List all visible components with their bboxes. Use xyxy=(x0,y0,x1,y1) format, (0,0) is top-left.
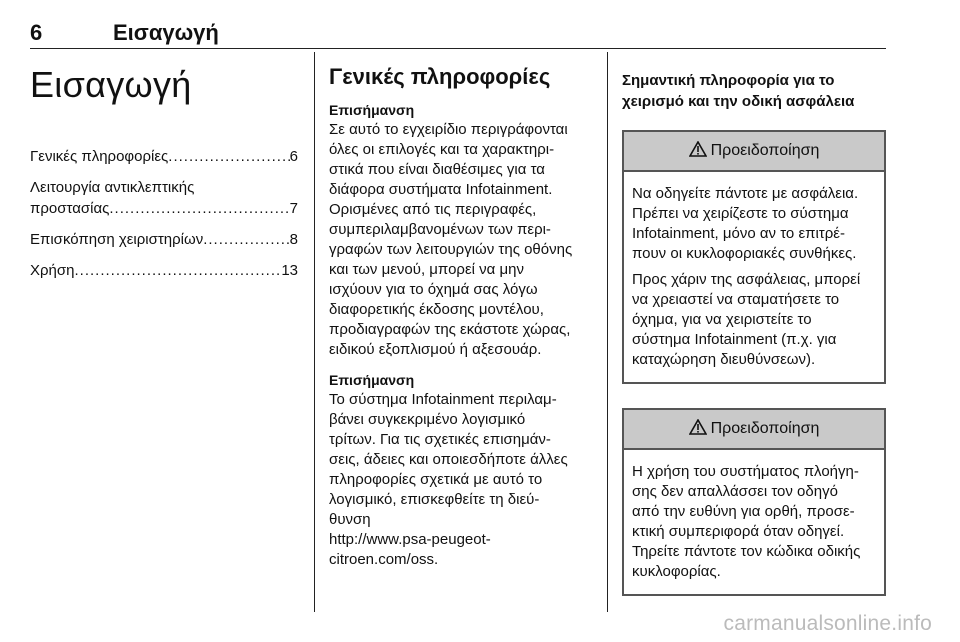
text-line: στικά που είναι διαθέσιμες για τα xyxy=(329,161,545,178)
text-line: λογισμικό, επισκεφθείτε τη διεύ- xyxy=(329,491,540,508)
text-line: γραφών των λειτουργιών της οθόνης xyxy=(329,241,573,258)
text-line: Σε αυτό το εγχειρίδιο περιγράφονται xyxy=(329,121,568,138)
text-line: σης δεν απαλλάσσει τον οδηγό xyxy=(632,483,838,500)
toc-page-number: 13 xyxy=(281,262,298,279)
text-line: Να οδηγείτε πάντοτε με ασφάλεια. xyxy=(632,185,859,202)
warning-triangle-icon xyxy=(689,419,707,440)
text-line: καταχώρηση διευθύνσεων). xyxy=(632,351,816,368)
text-line: Το σύστημα Infotainment περιλαμ- xyxy=(329,391,557,408)
text-line: τρίτων. Για τις σχετικές επισημάν- xyxy=(329,431,551,448)
toc-leader-dots xyxy=(74,260,281,281)
warning-text xyxy=(624,172,884,382)
text-line: όλες οι επιλογές και τα χαρακτηρι- xyxy=(329,141,555,158)
text-line: Ορισμένες από τις περιγραφές, xyxy=(329,201,537,218)
toc-entry[interactable] xyxy=(30,229,298,250)
note-block xyxy=(329,370,591,570)
toc-leader-dots xyxy=(109,198,289,219)
note-text xyxy=(329,390,591,570)
toc-entry-label: Λειτουργία αντικλεπτικής xyxy=(30,179,195,196)
toc-page-number: 7 xyxy=(289,200,298,217)
section-title-safety xyxy=(622,70,886,112)
text-line: να χρειαστεί να σταματήσετε το xyxy=(632,291,840,308)
text-line: Η χρήση του συστήματος πλοήγη- xyxy=(632,463,859,480)
column-divider-2 xyxy=(607,52,608,612)
text-line: ισχύουν για το όχημά σας λόγω xyxy=(329,281,538,298)
text-line: θυνση xyxy=(329,511,371,528)
safety-column xyxy=(622,58,886,620)
chapter-title: Εισαγωγή xyxy=(30,64,192,105)
text-line: βάνει συγκεκριμένο λογισμικό xyxy=(329,411,526,428)
toc-entry-label: Χρήση xyxy=(30,262,75,279)
note-label: Επισήμανση xyxy=(329,102,415,118)
toc-leader-dots xyxy=(203,229,289,250)
note-label: Επισήμανση xyxy=(329,372,415,388)
text-line: ειδικού εξοπλισμού ή αξεσουάρ. xyxy=(329,341,542,358)
watermark: carmanualsonline.info xyxy=(723,612,932,635)
toc-entry[interactable] xyxy=(30,177,298,219)
toc-entry-label: Γενικές πληροφορίες xyxy=(30,148,169,165)
text-line: Πρέπει να χειρίζεστε το σύστημα xyxy=(632,205,849,222)
title-line: Σημαντική πληροφορία για το xyxy=(622,72,835,89)
table-of-contents xyxy=(30,146,298,281)
text-line: από την ευθύνη για ορθή, προσε- xyxy=(632,503,855,520)
warning-header xyxy=(624,410,884,450)
warning-title: Προειδοποίηση xyxy=(710,142,820,159)
toc-page-number: 8 xyxy=(289,231,298,248)
text-line: προδιαγραφών της εκάστοτε χώρας, xyxy=(329,321,571,338)
warning-paragraph xyxy=(632,184,876,264)
warning-paragraph xyxy=(632,270,876,370)
text-line: κυκλοφορίας. xyxy=(632,563,721,580)
text-line: και των μενού, μπορεί να μην xyxy=(329,261,524,278)
text-line: Προς χάριν της ασφάλειας, μπορεί xyxy=(632,271,861,288)
warning-box xyxy=(622,130,886,384)
header-rule xyxy=(30,48,886,49)
warning-paragraph xyxy=(632,462,876,582)
toc-entry[interactable] xyxy=(30,260,298,281)
text-line: Τηρείτε πάντοτε τον κώδικα οδικής xyxy=(632,543,861,560)
toc-column xyxy=(30,58,298,291)
note-text xyxy=(329,120,591,360)
toc-entry-label: Επισκόπηση χειριστηρίων xyxy=(30,231,204,248)
text-line: διάφορα συστήματα Infotainment. xyxy=(329,181,553,198)
text-line: Infotainment, μόνο αν το επιτρέ- xyxy=(632,225,845,242)
title-line: χειρισμό και την οδική ασφάλεια xyxy=(622,93,855,110)
warning-title: Προειδοποίηση xyxy=(710,420,820,437)
warning-triangle-icon xyxy=(689,141,707,162)
toc-entry-label-cont: προστασίας xyxy=(30,200,110,217)
warning-text xyxy=(624,450,884,594)
text-line: συμπεριλαμβανομένων των περι- xyxy=(329,221,551,238)
warning-header xyxy=(624,132,884,172)
warning-box xyxy=(622,408,886,596)
url-line[interactable]: citroen.com/oss. xyxy=(329,551,439,568)
toc-leader-dots xyxy=(168,146,289,167)
toc-entry[interactable] xyxy=(30,146,298,167)
note-block xyxy=(329,100,591,360)
general-info-column xyxy=(329,58,591,570)
text-line: πληροφορίες σχετικά με αυτό το xyxy=(329,471,543,488)
text-line: κτική συμπεριφορά όταν οδηγεί. xyxy=(632,523,845,540)
running-header-title: Εισαγωγή xyxy=(113,20,219,45)
page-number: 6 xyxy=(30,20,43,45)
text-line: σεις, άδειες και οποιεσδήποτε άλλες xyxy=(329,451,568,468)
text-line: σύστημα Infotainment (π.χ. για xyxy=(632,331,837,348)
text-line: διαφορετικής έκδοσης μοντέλου, xyxy=(329,301,544,318)
text-line: όχημα, για να χειριστείτε το xyxy=(632,311,812,328)
text-line: πουν οι κυκλοφοριακές συνθήκες. xyxy=(632,245,857,262)
url-line[interactable]: http://www.psa-peugeot- xyxy=(329,531,491,548)
section-title-general: Γενικές πληροφορίες xyxy=(329,64,551,89)
toc-page-number: 6 xyxy=(289,148,298,165)
column-divider-1 xyxy=(314,52,315,612)
